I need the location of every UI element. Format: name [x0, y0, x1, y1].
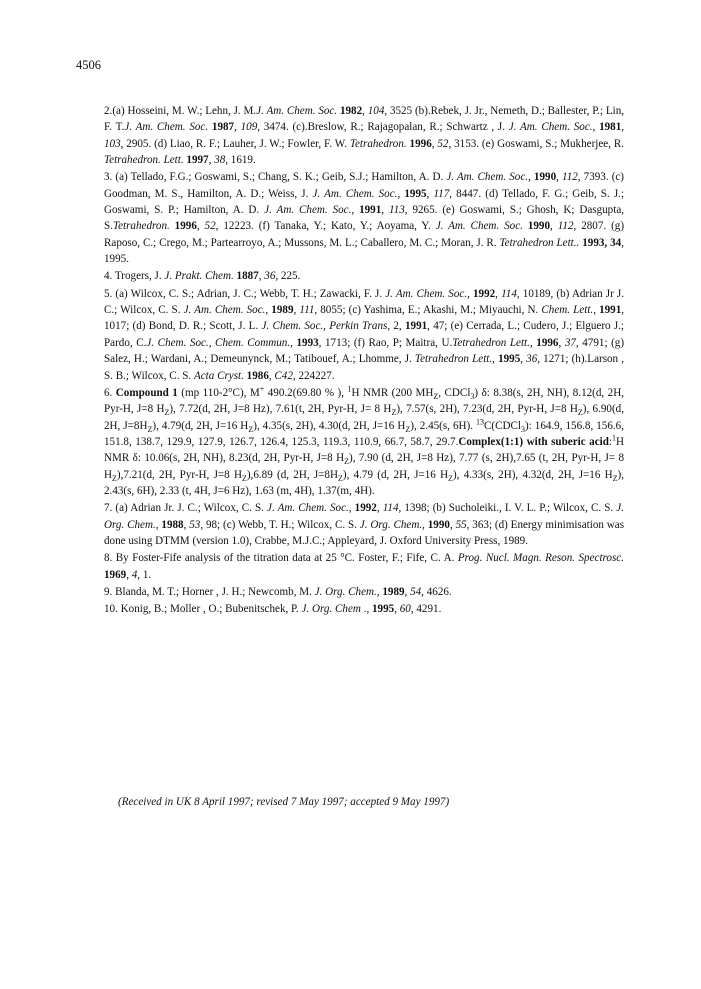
received-dates-note: (Received in UK 8 April 1997; revised 7 May 1997; accepted 9 May 1997) [118, 796, 450, 808]
page-number: 4506 [76, 58, 101, 72]
reference-7: 7. (a) Adrian Jr. J. C.; Wilcox, C. S. J. Am. Chem. Soc., 1992, 114, 1398; (b) Sucholeiki., I. V. L. P.; Wilcox, C. S. J. Org. Chem., 1988, 53, 98; (c) Webb, T. H.; Wilcox, C. S. J. Org. Chem., 1990, 55, 363; (d) Energy minimisation was done using DTMM (version 1.0), Crabbe, M.J.C.; Appleyard, J. Oxford University Press, 1989. [104, 502, 625, 547]
reference-2: 2.(a) Hosseini, M. W.; Lehn, J. M.J. Am. Chem. Soc. 1982, 104, 3525 (b).Rebek, J. Jr., Nemeth, D.; Ballester, P.; Lin, F. T.J. Am. Chem. Soc. 1987, 109, 3474. (c).Breslow, R.; Rajagopalan, R.; Schwartz , J. J. Am. Chem. Soc., 1981, 103, 2905. (d) Liao, R. F.; Lauher, J. W.; Fowler, F. W. Tetrahedron. 1996, 52, 3153. (e) Goswami, S.; Mukherjee, R. Tetrahedron. Lett. 1997, 38, 1619. [104, 105, 625, 167]
reference-4: 4. Trogers, J. J. Prakt. Chem. 1887, 36, 225. [104, 270, 301, 283]
references-list [104, 103, 624, 618]
reference-3: 3. (a) Tellado, F.G.; Goswami, S.; Chang, S. K.; Geib, S.J.; Hamilton, A. D. J. Am. Chem. Soc., 1990, 112, 7393. (c) Goodman, M. S., Hamilton, A. D.; Weiss, J. J. Am. Chem. Soc., 1995, 117, 8447. (d) Tellado, F. G.; Geib, S. J.; Goswami, S. P.; Hamilton, A. D. J. Am. Chem. Soc., 1991, 113, 9265. (e) Goswami, S.; Ghosh, K; Dasgupta, S.Tetrahedron. 1996, 52, 12223. (f) Tanaka, Y.; Kato, Y.; Aoyama, Y. J. Am. Chem. Soc. 1990, 112, 2807. (g) Raposo, C.; Crego, M.; Partearroyo, A.; Mussons, M. L.; Caballero, M. C.; Moran, J. R. Tetrahedron Lett.. 1993, 34, 1995. [104, 171, 625, 266]
reference-10: 10. Konig, B.; Moller , O.; Bubenitschek, P. J. Org. Chem ., 1995, 60, 4291. [104, 603, 442, 616]
reference-5: 5. (a) Wilcox, C. S.; Adrian, J. C.; Webb, T. H.; Zawacki, F. J. J. Am. Chem. Soc., 1992, 114, 10189, (b) Adrian Jr J. C.; Wilcox, C. S. J. Am. Chem. Soc., 1989, 111, 8055; (c) Yashima, E.; Akashi, M.; Miyauchi, N. Chem. Lett., 1991, 1017; (d) Bond, D. R.; Scott, J. L. J. Chem. Soc., Perkin Trans, 2, 1991, 47; (e) Cerrada, L.; Cudero, J.; Elguero J.; Pardo, C.J. Chem. Soc., Chem. Commun., 1993, 1713; (f) Rao, P; Maitra, U.Tetrahedron Lett., 1996, 37, 4791; (g) Salez, H.; Wardani, A.; Demeunynck, M.; Tatibouef, A.; Lhomme, J. Tetrahedron Lett., 1995, 36, 1271; (h).Larson , S. B.; Wilcox, C. S. Acta Cryst. 1986, C42, 224227. [104, 287, 625, 382]
reference-9: 9. Blanda, M. T.; Horner , J. H.; Newcomb, M. J. Org. Chem., 1989, 54, 4626. [104, 585, 452, 598]
reference-6: 6. Compound 1 (mp 110-2°C), M+ 490.2(69.80 % ), $^1$H NMR (200 $MH_Z$, CDCl$_3$) δ: 8.38(s, 2H, NH), 8.12(d, 2H, Pyr-H, J=8 $H_Z$), 7.72(d, 2H, J=8 Hz), 7.61(t, 2H, Pyr-H, J= 8 $H_Z$), 7.57(s, 2H), 7.23(d, 2H, Pyr-H, J=8 $H_Z$), 6.90(d, 2H, $J=8H_Z$), 4.79(d, 2H, J=16 $H_Z$), 4.35(s, 2H), 4.30(d, 2H, J=16 $H_Z$), 2.45(s, 6H). $^{13}$C(CDCl$_3$): 164.9, 156.8, 156.6, 151.8, 138.7, 129.9, 127.9, 126.7, 126.4, 125.3, 119.3, 110.9, 66.7, 58.7, 29.7.Complex(1:1) with suberic acid:$^1$H NMR δ: 10.06(s, 2H, NH), 8.23(d, 2H, Pyr-H, J=8 $H_Z$), 7.90 (d, 2H, J=8 Hz), 7.77 (s, 2H),7.65 (t, 2H, Pyr-H, J= 8 $H_Z),7.21(d$, 2H, Pyr-H, J=8 $H_Z),6.89$ (d, 2H, $J=8H_Z$), 4.79 (d, 2H, J=16 $H_Z$), 4.33(s, 2H), 4.32(d, 2H, J=16 $H_Z$), 2.43(s, 6H), 2.33 (t, 4H, J=6 Hz), 1.63 (m, 4H), 1.37(m, 4H). [104, 384, 625, 497]
reference-8: 8. By Foster-Fife analysis of the titration data at 25 °C. Foster, F.; Fife, C. A. Prog. Nucl. Magn. Reson. Spectrosc. 1969, 4, 1. [104, 552, 624, 581]
